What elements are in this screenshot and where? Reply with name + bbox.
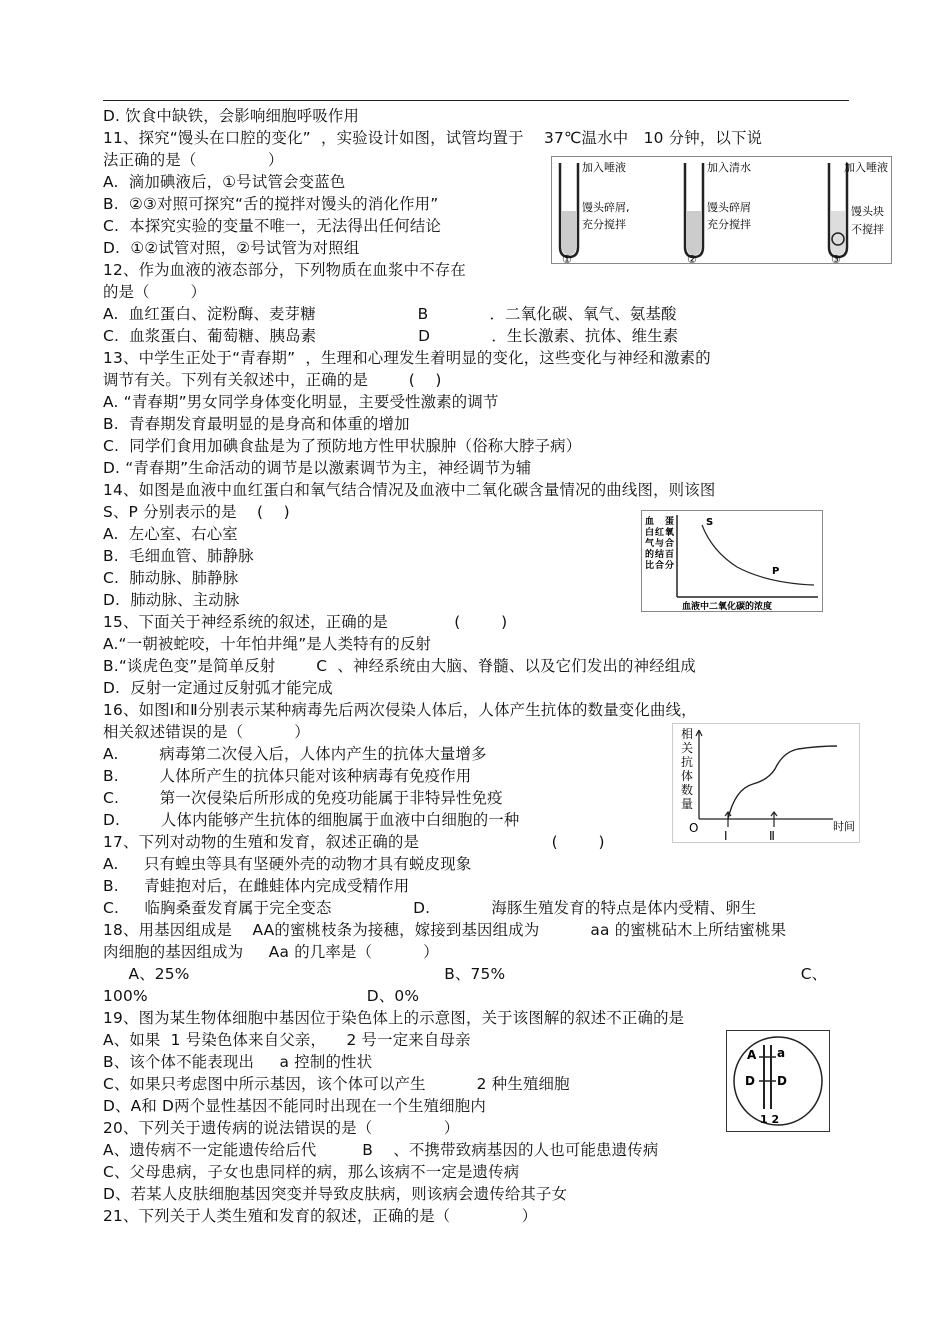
origin-label: O <box>689 821 699 835</box>
text-line: A. 只有蝗虫等具有坚硬外壳的动物才具有蜕皮现象 <box>103 855 472 873</box>
gene-right-mid: D <box>777 1074 787 1088</box>
text-line: 11、探究“馒头在口腔的变化” ，实验设计如图，试管均置于 37℃温水中 10 分钟，以下说 <box>103 129 763 147</box>
y-axis-label <box>681 726 693 811</box>
text-line: D. 饮食中缺铁，会影响细胞呼吸作用 <box>103 107 360 125</box>
text-line: A. 血红蛋白、淀粉酶、麦芽糖 B ．二氧化碳、氧气、氨基酸 <box>103 305 677 323</box>
s-point-label: S <box>706 517 714 528</box>
ylabel-char: 相 <box>681 727 694 741</box>
text-line: A. 滴加碘液后，①号试管会变蓝色 <box>103 173 346 191</box>
ylabel-char: 红 <box>655 528 665 538</box>
ylabel-char: 白 <box>645 528 655 538</box>
text-line: B. 青春期发育最明显的是身高和体重的增加 <box>103 415 410 433</box>
text-line: 法正确的是（ ） <box>103 151 284 169</box>
ylabel-char: 结 <box>655 550 665 560</box>
text-line: 13、中学生正处于“青春期” ，生理和心理发生着明显的变化，这些变化与神经和激素的 <box>103 349 711 367</box>
tube3-top-label: 加入唾液 <box>844 161 888 174</box>
text-line: 20、下列关于遗传病的说法错误的是（ ） <box>103 1119 460 1137</box>
text-line: D、若某人皮肤细胞基因突变并导致皮肤病，则该病会遗传给其子女 <box>103 1185 568 1203</box>
x-axis-label: 血液中二氧化碳的浓度 <box>682 602 773 611</box>
text-line: 21、下列关于人类生殖和发育的叙述，正确的是（ ） <box>103 1207 538 1225</box>
text-line: B. 毛细血管、肺静脉 <box>103 547 254 565</box>
ylabel-char: 比 <box>645 561 655 571</box>
text-line: B. 青蛙抱对后，在雌蛙体内完成受精作用 <box>103 877 410 895</box>
gene-left-top: A <box>747 1048 757 1062</box>
ylabel-char: 与 <box>655 539 665 549</box>
ylabel-char: 量 <box>681 797 694 811</box>
text-line: C. 同学们食用加碘食盐是为了预防地方性甲状腺肿（俗称大脖子病） <box>103 437 582 455</box>
y-axis-label <box>645 515 675 571</box>
text-line: 肉细胞的基因组成为 Aa 的几率是（ ） <box>103 943 439 961</box>
mark-2-label: Ⅱ <box>769 829 775 842</box>
x-axis-label: 时间 <box>833 820 855 833</box>
test-tube-2 <box>685 160 751 263</box>
text-line: 19、图为某生物体细胞中基因位于染色体上的示意图，关于该图解的叙述不正确的是 <box>103 1009 685 1027</box>
ylabel-char: 体 <box>681 769 694 783</box>
antibody-curve <box>728 746 837 819</box>
ylabel-char: 关 <box>681 741 694 755</box>
text-line: B. 人体所产生的抗体只能对该种病毒有免疫作用 <box>103 767 472 785</box>
text-line: B、该个体不能表现出 a 控制的性状 <box>103 1053 373 1071</box>
text-line: C. 本探究实验的变量不唯一，无法得出任何结论 <box>103 217 442 235</box>
text-line: 100% D、0% <box>103 987 420 1005</box>
text-line: 调节有关。下列有关叙述中，正确的是 ( ) <box>103 371 442 389</box>
tube2-top-label: 加入清水 <box>707 161 751 174</box>
text-line: A、遗传病不一定能遗传给后代 B 、不携带致病基因的人也可能患遗传病 <box>103 1141 659 1159</box>
tube1-body-line1: 馒头碎屑, <box>582 201 630 214</box>
text-line: D. 人体内能够产生抗体的细胞属于血液中白细胞的一种 <box>103 811 520 829</box>
text-line: C. 血浆蛋白、葡萄糖、胰岛素 D ．生长激素、抗体、维生素 <box>103 327 679 345</box>
text-line: A.“一朝被蛇咬，十年怕井绳”是人类特有的反射 <box>103 635 432 653</box>
text-line: 14、如图是血液中血红蛋白和氧气结合情况及血液中二氧化碳含量情况的曲线图，则该图 <box>103 481 716 499</box>
text-line: A、如果 1 号染色体来自父亲， 2 号一定来自母亲 <box>103 1031 471 1049</box>
tube1-body-line2: 充分搅拌 <box>582 218 626 231</box>
text-line: 15、下面关于神经系统的叙述，正确的是 ( ) <box>103 613 508 631</box>
text-line: 12、作为血液的液态部分，下列物质在血浆中不存在 <box>103 261 466 279</box>
tube2-body-line2: 充分搅拌 <box>707 218 751 231</box>
tube2-body-line1: 馒头碎屑 <box>707 201 751 214</box>
text-line: C、父母患病，子女也患同样的病，那么该病不一定是遗传病 <box>103 1163 520 1181</box>
text-line: 16、如图Ⅰ和Ⅱ分别表示某种病毒先后两次侵染人体后，人体产生抗体的数量变化曲线， <box>103 701 697 719</box>
ylabel-char: 百 <box>665 550 675 560</box>
mark-1-label: Ⅰ <box>724 829 728 842</box>
ylabel-char: 抗 <box>681 755 694 769</box>
figure-test-tubes <box>551 156 892 264</box>
tube2-number: ② <box>687 253 697 263</box>
text-line: A. 左心室、右心室 <box>103 525 238 543</box>
text-line: 的是（ ） <box>103 283 207 301</box>
figure-oxygen-curve <box>641 510 823 612</box>
curve-line <box>702 525 814 585</box>
text-line: D. “青春期”生命活动的调节是以激素调节为主，神经调节为辅 <box>103 459 532 477</box>
gene-right-top: a <box>777 1046 786 1060</box>
text-line: C. 第一次侵染后所形成的免疫功能属于非特异性免疫 <box>103 789 503 807</box>
tube1-number: ① <box>562 253 572 263</box>
ylabel-char: 血 <box>645 517 655 527</box>
ylabel-char: 合 <box>665 539 675 549</box>
text-line: A、25% B、75% C、 <box>103 965 828 983</box>
text-line: D. 肺动脉、主动脉 <box>103 591 240 609</box>
chromosome-labels: 1 2 <box>760 1113 780 1126</box>
test-tube-3 <box>829 160 888 263</box>
tube3-number: ③ <box>831 253 841 263</box>
ylabel-char: 蛋 <box>665 517 675 527</box>
ylabel-char: 合 <box>655 561 665 571</box>
text-line: 相关叙述错误的是（ ） <box>103 723 310 741</box>
text-line: D、A和 D两个显性基因不能同时出现在一个生殖细胞内 <box>103 1097 486 1115</box>
ylabel-char: 的 <box>645 550 655 560</box>
test-tube-1 <box>560 160 630 263</box>
gene-left-mid: D <box>745 1074 755 1088</box>
ylabel-char: 分 <box>665 561 675 571</box>
text-line: 18、用基因组成是 AA的蜜桃枝条为接穗，嫁接到基因组成为 aa 的蜜桃砧木上所结蜜桃果 <box>103 921 787 939</box>
text-line: S、P 分别表示的是 ( ) <box>103 503 290 521</box>
text-line: D. 反射一定通过反射弧才能完成 <box>103 679 334 697</box>
ylabel-char: 气 <box>645 539 655 549</box>
tube3-body-line1: 馒头块 <box>851 205 884 218</box>
text-line: C. 临胸桑蚕发育属于完全变态 D. 海豚生殖发育的特点是体内受精、卵生 <box>103 899 757 917</box>
text-line: C. 肺动脉、肺静脉 <box>103 569 239 587</box>
p-point-label: P <box>772 566 780 577</box>
text-line: C、如果只考虑图中所示基因，该个体可以产生 2 种生殖细胞 <box>103 1075 570 1093</box>
header-rule <box>103 100 849 101</box>
ylabel-char: 数 <box>681 783 694 797</box>
tube3-body-line2: 不搅拌 <box>851 223 884 236</box>
figure-antibody-curve <box>672 723 860 843</box>
tube1-top-label: 加入唾液 <box>582 161 626 174</box>
figure-chromosome <box>726 1030 830 1132</box>
text-line: D. ①②试管对照，②号试管为对照组 <box>103 239 360 257</box>
text-line: A. 病毒第二次侵入后，人体内产生的抗体大量增多 <box>103 745 487 763</box>
text-line: A. “青春期”男女同学身体变化明显，主要受性激素的调节 <box>103 393 499 411</box>
text-line: B.“谈虎色变”是简单反射 C 、神经系统由大脑、脊髓、以及它们发出的神经组成 <box>103 657 696 675</box>
text-line: 17、下列对动物的生殖和发育，叙述正确的是 ( ) <box>103 833 605 851</box>
ylabel-char: 氧 <box>665 528 675 538</box>
text-line: B. ②③对照可探究“舌的搅拌对馒头的消化作用” <box>103 195 439 213</box>
